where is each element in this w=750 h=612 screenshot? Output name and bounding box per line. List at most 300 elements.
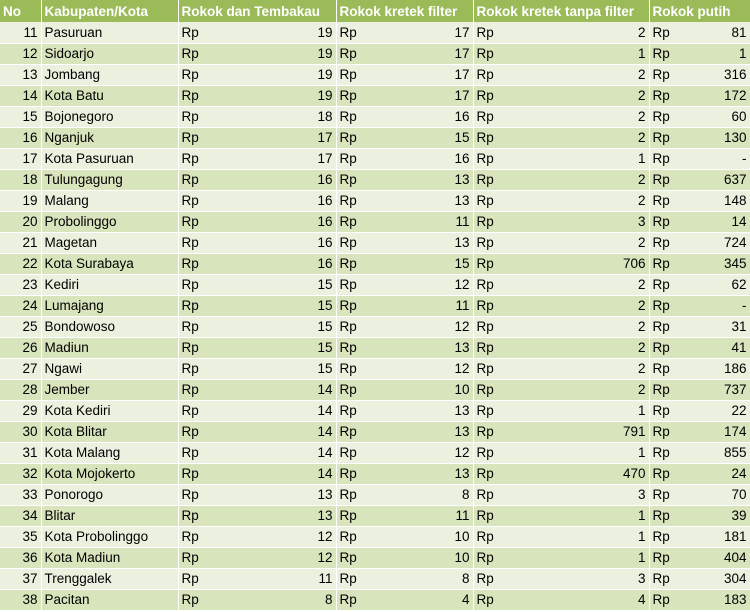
table-row (0, 148, 750, 169)
currency-label: Rp (652, 193, 670, 208)
cell-rokok-dan-tembakau (178, 316, 336, 337)
cell-rokok-kretek-tanpa-filter (473, 64, 649, 85)
value-rokok-kretek-tanpa-filter: 706 (622, 256, 646, 271)
cell-rokok-putih (649, 211, 750, 232)
currency-label: Rp (652, 382, 670, 397)
value-rokok-putih: 81 (731, 24, 747, 40)
header-rokok-kretek-tanpa-filter: Rokok kretek tanpa filter (473, 0, 649, 22)
region-name: Sidoarjo (41, 43, 178, 64)
cell-rokok-putih (649, 589, 750, 610)
currency-label: Rp (652, 592, 670, 607)
header-rokok-putih: Rokok putih (649, 0, 750, 22)
cell-rokok-kretek-tanpa-filter (473, 442, 649, 463)
header-rokok-dan-tembakau: Rokok dan Tembakau (178, 0, 336, 22)
cell-rokok-putih (649, 442, 750, 463)
cell-rokok-kretek-filter (336, 337, 473, 358)
row-number: 22 (0, 253, 41, 274)
currency-label: Rp (181, 319, 199, 334)
cell-rokok-putih (649, 169, 750, 190)
row-number: 12 (0, 43, 41, 64)
cell-rokok-dan-tembakau (178, 400, 336, 421)
value-rokok-putih: 304 (723, 571, 747, 586)
cell-rokok-putih (649, 22, 750, 43)
header-rokok-kretek-filter: Rokok kretek filter (336, 0, 473, 22)
row-number: 36 (0, 547, 41, 568)
table-row (0, 232, 750, 253)
value-rokok-dan-tembakau: 19 (317, 88, 333, 103)
value-rokok-kretek-filter: 12 (454, 361, 470, 376)
value-rokok-kretek-tanpa-filter: 470 (622, 466, 646, 481)
row-number: 21 (0, 232, 41, 253)
cell-rokok-dan-tembakau (178, 568, 336, 589)
region-name: Pasuruan (41, 22, 178, 43)
value-rokok-kretek-filter: 12 (454, 319, 470, 334)
cell-rokok-kretek-tanpa-filter (473, 232, 649, 253)
cell-rokok-dan-tembakau (178, 232, 336, 253)
currency-label: Rp (652, 466, 670, 481)
cell-rokok-kretek-filter (336, 442, 473, 463)
value-rokok-kretek-tanpa-filter: 2 (637, 130, 646, 145)
currency-label: Rp (181, 529, 199, 544)
value-rokok-kretek-tanpa-filter: 3 (637, 571, 646, 586)
cell-rokok-kretek-filter (336, 253, 473, 274)
currency-label: Rp (181, 487, 199, 502)
cell-rokok-kretek-tanpa-filter (473, 589, 649, 610)
value-rokok-kretek-filter: 16 (454, 151, 470, 166)
region-name: Bondowoso (41, 316, 178, 337)
cell-rokok-dan-tembakau (178, 190, 336, 211)
table-row (0, 274, 750, 295)
cell-rokok-kretek-tanpa-filter (473, 337, 649, 358)
currency-label: Rp (181, 403, 199, 418)
value-rokok-dan-tembakau: 14 (317, 403, 333, 418)
value-rokok-putih: 14 (731, 214, 747, 229)
currency-label: Rp (476, 172, 494, 187)
value-rokok-dan-tembakau: 19 (317, 67, 333, 82)
cell-rokok-kretek-tanpa-filter (473, 547, 649, 568)
cell-rokok-dan-tembakau (178, 379, 336, 400)
currency-label: Rp (476, 571, 494, 586)
value-rokok-kretek-tanpa-filter: 1 (637, 46, 646, 61)
cell-rokok-dan-tembakau (178, 484, 336, 505)
value-rokok-putih: 22 (731, 403, 747, 418)
row-number: 16 (0, 127, 41, 148)
cell-rokok-kretek-tanpa-filter (473, 169, 649, 190)
cell-rokok-dan-tembakau (178, 463, 336, 484)
currency-label: Rp (652, 298, 670, 313)
table-row (0, 568, 750, 589)
region-name: Kota Probolinggo (41, 526, 178, 547)
value-rokok-putih: 1 (738, 46, 747, 61)
cell-rokok-kretek-tanpa-filter (473, 190, 649, 211)
currency-label: Rp (339, 46, 357, 61)
cell-rokok-kretek-tanpa-filter (473, 85, 649, 106)
value-rokok-kretek-filter: 13 (454, 193, 470, 208)
value-rokok-kretek-tanpa-filter: 2 (637, 24, 646, 40)
currency-label: Rp (339, 487, 357, 502)
value-rokok-putih: 24 (731, 466, 747, 481)
value-rokok-putih: - (742, 151, 747, 166)
value-rokok-dan-tembakau: 19 (317, 24, 333, 40)
cell-rokok-kretek-filter (336, 568, 473, 589)
table-row (0, 43, 750, 64)
value-rokok-kretek-tanpa-filter: 791 (622, 424, 646, 439)
value-rokok-putih: 186 (723, 361, 747, 376)
currency-label: Rp (181, 67, 199, 82)
cell-rokok-dan-tembakau (178, 22, 336, 43)
currency-label: Rp (476, 319, 494, 334)
value-rokok-kretek-filter: 8 (461, 487, 470, 502)
cell-rokok-kretek-filter (336, 379, 473, 400)
currency-label: Rp (652, 109, 670, 124)
value-rokok-dan-tembakau: 16 (317, 193, 333, 208)
table-row (0, 400, 750, 421)
cell-rokok-putih (649, 505, 750, 526)
currency-label: Rp (181, 172, 199, 187)
value-rokok-kretek-tanpa-filter: 2 (637, 382, 646, 397)
region-name: Kota Mojokerto (41, 463, 178, 484)
value-rokok-kretek-tanpa-filter: 1 (637, 151, 646, 166)
value-rokok-kretek-filter: 17 (454, 88, 470, 103)
row-number: 35 (0, 526, 41, 547)
currency-label: Rp (476, 592, 494, 607)
value-rokok-kretek-tanpa-filter: 2 (637, 172, 646, 187)
currency-label: Rp (339, 592, 357, 607)
region-name: Jember (41, 379, 178, 400)
value-rokok-dan-tembakau: 14 (317, 466, 333, 481)
value-rokok-dan-tembakau: 15 (317, 298, 333, 313)
currency-label: Rp (476, 445, 494, 460)
region-name: Ngawi (41, 358, 178, 379)
cell-rokok-putih (649, 232, 750, 253)
value-rokok-kretek-filter: 13 (454, 424, 470, 439)
currency-label: Rp (181, 466, 199, 481)
value-rokok-dan-tembakau: 14 (317, 382, 333, 397)
currency-label: Rp (339, 88, 357, 103)
currency-label: Rp (339, 298, 357, 313)
value-rokok-kretek-tanpa-filter: 1 (637, 529, 646, 544)
table-row (0, 316, 750, 337)
region-name: Blitar (41, 505, 178, 526)
currency-label: Rp (339, 24, 357, 40)
cell-rokok-dan-tembakau (178, 337, 336, 358)
cell-rokok-kretek-tanpa-filter (473, 253, 649, 274)
row-number: 30 (0, 421, 41, 442)
value-rokok-kretek-filter: 10 (454, 529, 470, 544)
currency-label: Rp (476, 130, 494, 145)
value-rokok-putih: 345 (723, 256, 747, 271)
cell-rokok-kretek-filter (336, 22, 473, 43)
cell-rokok-dan-tembakau (178, 148, 336, 169)
currency-label: Rp (339, 67, 357, 82)
row-number: 19 (0, 190, 41, 211)
cell-rokok-dan-tembakau (178, 442, 336, 463)
row-number: 20 (0, 211, 41, 232)
region-name: Kota Surabaya (41, 253, 178, 274)
value-rokok-dan-tembakau: 13 (317, 508, 333, 523)
currency-label: Rp (339, 193, 357, 208)
table-row (0, 169, 750, 190)
cell-rokok-kretek-filter (336, 232, 473, 253)
currency-label: Rp (181, 46, 199, 61)
currency-label: Rp (339, 256, 357, 271)
cell-rokok-kretek-filter (336, 85, 473, 106)
value-rokok-kretek-tanpa-filter: 2 (637, 235, 646, 250)
cell-rokok-dan-tembakau (178, 253, 336, 274)
value-rokok-putih: 70 (731, 487, 747, 502)
table-row (0, 358, 750, 379)
cell-rokok-kretek-filter (336, 463, 473, 484)
currency-label: Rp (339, 445, 357, 460)
currency-label: Rp (339, 214, 357, 229)
value-rokok-dan-tembakau: 16 (317, 172, 333, 187)
value-rokok-dan-tembakau: 16 (317, 214, 333, 229)
region-name: Kota Blitar (41, 421, 178, 442)
currency-label: Rp (652, 172, 670, 187)
currency-label: Rp (476, 151, 494, 166)
cell-rokok-kretek-filter (336, 274, 473, 295)
value-rokok-dan-tembakau: 8 (324, 592, 333, 607)
cell-rokok-kretek-filter (336, 295, 473, 316)
value-rokok-dan-tembakau: 17 (317, 130, 333, 145)
row-number: 24 (0, 295, 41, 316)
cell-rokok-kretek-filter (336, 526, 473, 547)
currency-label: Rp (652, 571, 670, 586)
currency-label: Rp (339, 319, 357, 334)
region-name: Kota Batu (41, 85, 178, 106)
cell-rokok-kretek-filter (336, 127, 473, 148)
currency-label: Rp (181, 340, 199, 355)
row-number: 23 (0, 274, 41, 295)
currency-label: Rp (181, 382, 199, 397)
cell-rokok-dan-tembakau (178, 64, 336, 85)
currency-label: Rp (652, 508, 670, 523)
currency-label: Rp (476, 46, 494, 61)
cell-rokok-putih (649, 253, 750, 274)
value-rokok-putih: 148 (723, 193, 747, 208)
currency-label: Rp (339, 340, 357, 355)
row-number: 38 (0, 589, 41, 610)
table-row (0, 379, 750, 400)
cell-rokok-kretek-filter (336, 400, 473, 421)
cell-rokok-kretek-tanpa-filter (473, 379, 649, 400)
cell-rokok-dan-tembakau (178, 295, 336, 316)
currency-label: Rp (181, 214, 199, 229)
currency-label: Rp (476, 193, 494, 208)
currency-label: Rp (476, 403, 494, 418)
currency-label: Rp (476, 508, 494, 523)
cell-rokok-kretek-filter (336, 148, 473, 169)
currency-label: Rp (476, 214, 494, 229)
cell-rokok-putih (649, 379, 750, 400)
cell-rokok-kretek-filter (336, 190, 473, 211)
currency-label: Rp (339, 151, 357, 166)
currency-label: Rp (652, 445, 670, 460)
cell-rokok-putih (649, 106, 750, 127)
row-number: 13 (0, 64, 41, 85)
row-number: 25 (0, 316, 41, 337)
value-rokok-putih: 724 (723, 235, 747, 250)
cell-rokok-kretek-filter (336, 316, 473, 337)
value-rokok-kretek-filter: 13 (454, 172, 470, 187)
value-rokok-kretek-tanpa-filter: 3 (637, 487, 646, 502)
currency-label: Rp (181, 235, 199, 250)
region-name: Kota Madiun (41, 547, 178, 568)
cell-rokok-putih (649, 337, 750, 358)
region-name: Nganjuk (41, 127, 178, 148)
value-rokok-putih: 183 (723, 592, 747, 607)
value-rokok-dan-tembakau: 16 (317, 235, 333, 250)
table-row (0, 505, 750, 526)
cell-rokok-putih (649, 127, 750, 148)
currency-label: Rp (339, 571, 357, 586)
value-rokok-kretek-filter: 17 (454, 24, 470, 40)
currency-label: Rp (652, 403, 670, 418)
value-rokok-kretek-filter: 11 (455, 298, 470, 313)
cell-rokok-dan-tembakau (178, 127, 336, 148)
cell-rokok-kretek-tanpa-filter (473, 274, 649, 295)
value-rokok-kretek-filter: 15 (454, 256, 470, 271)
currency-label: Rp (181, 277, 199, 292)
value-rokok-putih: 316 (723, 67, 747, 82)
row-number: 28 (0, 379, 41, 400)
cell-rokok-putih (649, 85, 750, 106)
cell-rokok-kretek-filter (336, 106, 473, 127)
currency-label: Rp (476, 487, 494, 502)
cell-rokok-kretek-tanpa-filter (473, 106, 649, 127)
value-rokok-dan-tembakau: 12 (317, 550, 333, 565)
cell-rokok-putih (649, 64, 750, 85)
value-rokok-putih: 31 (731, 319, 747, 334)
value-rokok-kretek-tanpa-filter: 2 (637, 88, 646, 103)
row-number: 29 (0, 400, 41, 421)
row-number: 11 (0, 22, 41, 43)
currency-label: Rp (652, 235, 670, 250)
currency-label: Rp (339, 550, 357, 565)
region-name: Tulungagung (41, 169, 178, 190)
value-rokok-kretek-tanpa-filter: 2 (637, 298, 646, 313)
currency-label: Rp (652, 550, 670, 565)
row-number: 37 (0, 568, 41, 589)
table-row (0, 64, 750, 85)
currency-label: Rp (181, 130, 199, 145)
table-row (0, 211, 750, 232)
value-rokok-dan-tembakau: 11 (318, 571, 333, 586)
cell-rokok-putih (649, 421, 750, 442)
currency-label: Rp (652, 319, 670, 334)
region-name: Probolinggo (41, 211, 178, 232)
region-name: Kota Malang (41, 442, 178, 463)
table-row (0, 547, 750, 568)
region-name: Kediri (41, 274, 178, 295)
currency-label: Rp (476, 550, 494, 565)
currency-label: Rp (476, 24, 494, 40)
region-name: Trenggalek (41, 568, 178, 589)
cell-rokok-kretek-tanpa-filter (473, 22, 649, 43)
cell-rokok-putih (649, 190, 750, 211)
cell-rokok-putih (649, 400, 750, 421)
currency-label: Rp (339, 109, 357, 124)
cell-rokok-kretek-tanpa-filter (473, 295, 649, 316)
value-rokok-dan-tembakau: 15 (317, 361, 333, 376)
value-rokok-kretek-tanpa-filter: 2 (637, 109, 646, 124)
value-rokok-kretek-tanpa-filter: 2 (637, 319, 646, 334)
cell-rokok-dan-tembakau (178, 526, 336, 547)
table-row (0, 253, 750, 274)
cell-rokok-kretek-tanpa-filter (473, 568, 649, 589)
currency-label: Rp (339, 529, 357, 544)
value-rokok-kretek-filter: 12 (454, 277, 470, 292)
region-name: Magetan (41, 232, 178, 253)
currency-label: Rp (652, 340, 670, 355)
currency-label: Rp (652, 130, 670, 145)
currency-label: Rp (652, 487, 670, 502)
value-rokok-dan-tembakau: 17 (317, 151, 333, 166)
cell-rokok-kretek-tanpa-filter (473, 127, 649, 148)
value-rokok-putih: 172 (723, 88, 747, 103)
row-number: 26 (0, 337, 41, 358)
cell-rokok-kretek-filter (336, 64, 473, 85)
cell-rokok-kretek-filter (336, 43, 473, 64)
value-rokok-kretek-tanpa-filter: 1 (637, 445, 646, 460)
value-rokok-kretek-filter: 10 (454, 382, 470, 397)
region-name: Madiun (41, 337, 178, 358)
value-rokok-kretek-filter: 4 (461, 592, 470, 607)
cell-rokok-kretek-filter (336, 547, 473, 568)
cell-rokok-putih (649, 463, 750, 484)
value-rokok-putih: 39 (731, 508, 747, 523)
currency-label: Rp (652, 361, 670, 376)
value-rokok-putih: 181 (723, 529, 747, 544)
cell-rokok-kretek-filter (336, 421, 473, 442)
currency-label: Rp (476, 466, 494, 481)
currency-label: Rp (476, 67, 494, 82)
header-no: No (0, 0, 41, 22)
cell-rokok-kretek-filter (336, 589, 473, 610)
currency-label: Rp (181, 508, 199, 523)
cell-rokok-kretek-filter (336, 169, 473, 190)
currency-label: Rp (181, 88, 199, 103)
value-rokok-putih: 737 (723, 382, 747, 397)
currency-label: Rp (339, 172, 357, 187)
value-rokok-putih: 637 (723, 172, 747, 187)
value-rokok-dan-tembakau: 15 (317, 277, 333, 292)
cell-rokok-kretek-filter (336, 505, 473, 526)
currency-label: Rp (181, 424, 199, 439)
value-rokok-kretek-tanpa-filter: 1 (637, 403, 646, 418)
currency-label: Rp (652, 46, 670, 61)
value-rokok-dan-tembakau: 15 (317, 319, 333, 334)
region-name: Jombang (41, 64, 178, 85)
region-name: Kota Kediri (41, 400, 178, 421)
currency-label: Rp (339, 403, 357, 418)
value-rokok-putih: 855 (723, 445, 747, 460)
value-rokok-kretek-filter: 13 (454, 403, 470, 418)
currency-label: Rp (652, 67, 670, 82)
value-rokok-kretek-tanpa-filter: 4 (637, 592, 646, 607)
value-rokok-kretek-filter: 11 (455, 214, 470, 229)
currency-label: Rp (652, 24, 670, 40)
value-rokok-dan-tembakau: 16 (317, 256, 333, 271)
cell-rokok-kretek-tanpa-filter (473, 148, 649, 169)
currency-label: Rp (181, 151, 199, 166)
value-rokok-putih: 62 (731, 277, 747, 292)
currency-label: Rp (339, 235, 357, 250)
currency-label: Rp (476, 529, 494, 544)
cell-rokok-kretek-tanpa-filter (473, 421, 649, 442)
currency-label: Rp (476, 382, 494, 397)
table-row (0, 589, 750, 610)
